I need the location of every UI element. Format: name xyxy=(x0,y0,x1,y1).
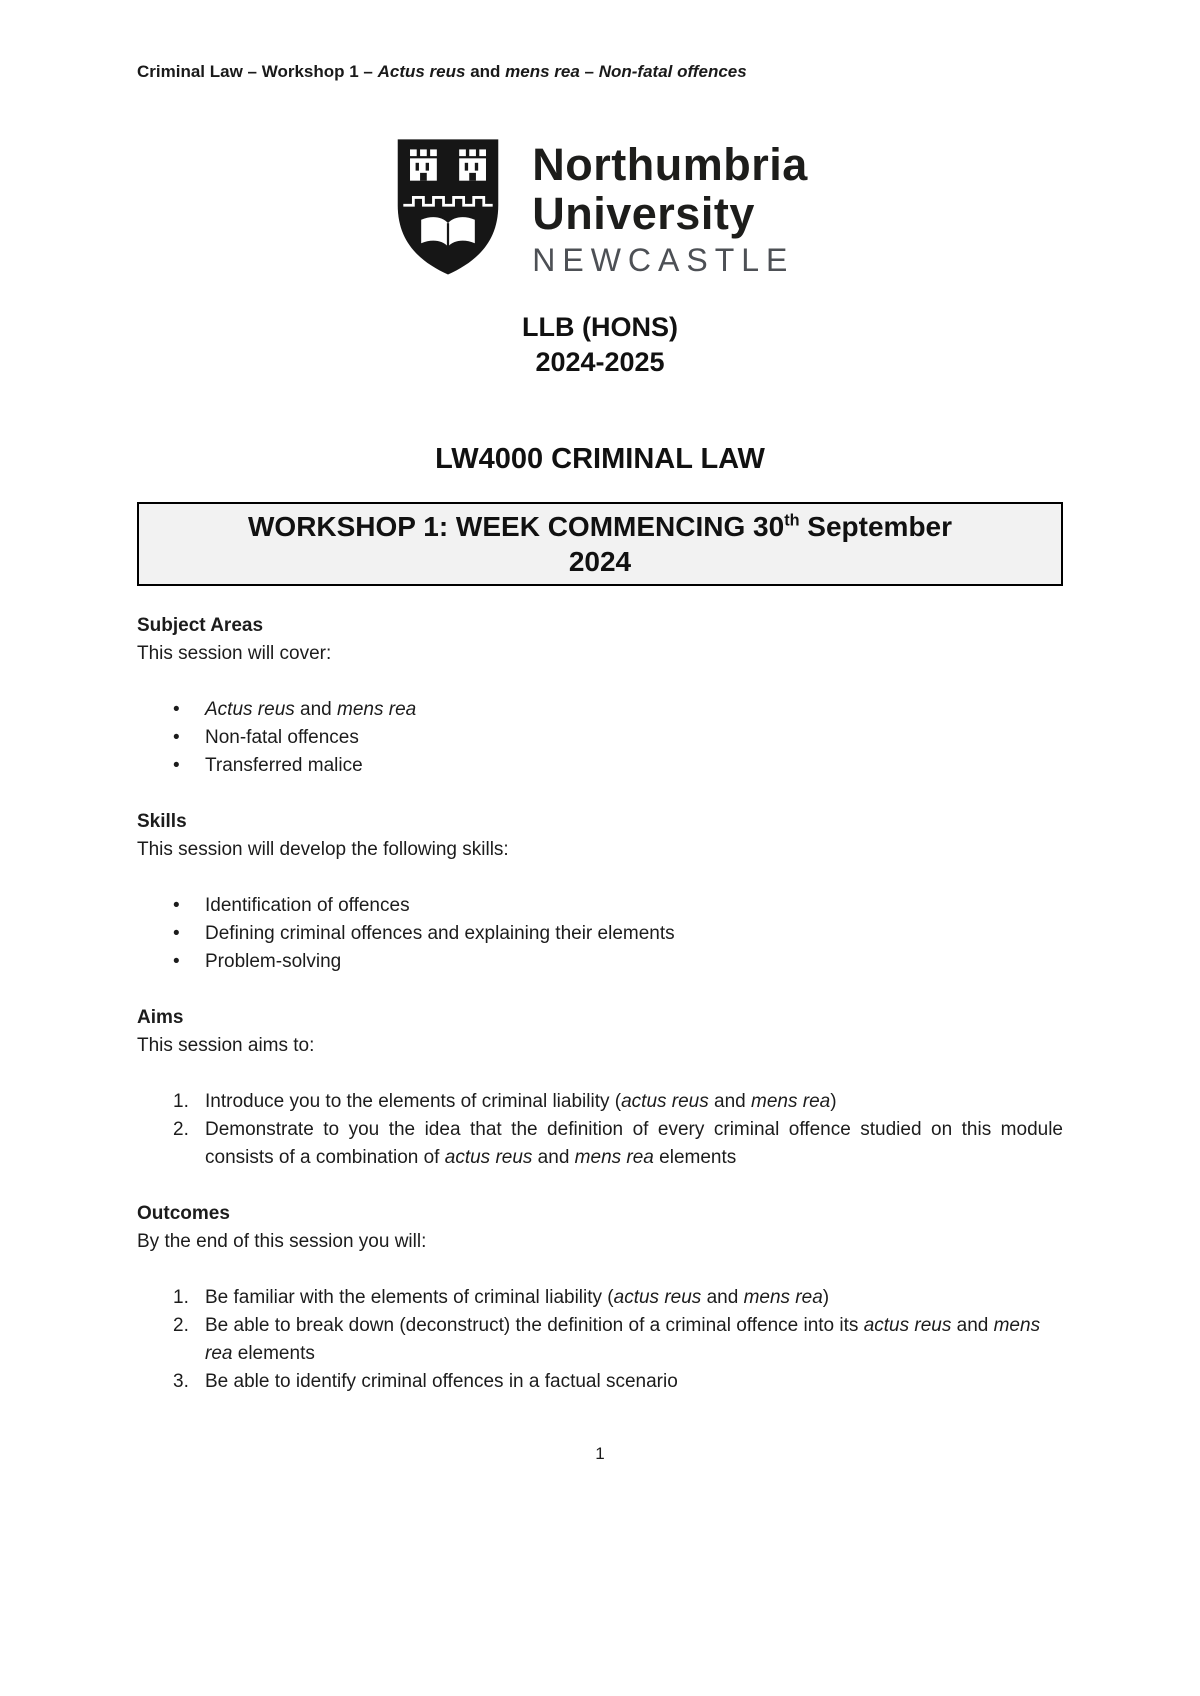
section-subject-areas xyxy=(137,612,1063,780)
bullet-marker: • xyxy=(173,727,180,748)
logo-wordmark-line1: Northumbria xyxy=(532,138,808,190)
list-item-text: Be able to break down (deconstruct) the definition of a criminal offence into its actus reus and mens rea elements xyxy=(205,1315,1041,1364)
section-intro-subject-areas: This session will cover: xyxy=(137,643,332,664)
list-item xyxy=(137,724,1063,752)
list-item-text: Be able to identify criminal offences in a factual scenario xyxy=(205,1371,678,1392)
list-item xyxy=(137,1116,1063,1172)
outcomes-list xyxy=(137,1284,1063,1396)
section-skills xyxy=(137,808,1063,976)
section-intro-aims: This session aims to: xyxy=(137,1035,315,1056)
degree-block xyxy=(137,310,1063,380)
section-heading-skills: Skills xyxy=(137,811,187,832)
number-marker: 2. xyxy=(173,1119,189,1140)
number-marker: 3. xyxy=(173,1371,189,1392)
workshop-title-box: WORKSHOP 1: WEEK COMMENCING 30th September 2024 xyxy=(137,502,1063,586)
list-item-text: Identification of offences xyxy=(205,895,410,916)
number-marker: 1. xyxy=(173,1287,189,1308)
number-marker: 2. xyxy=(173,1315,189,1336)
list-item xyxy=(137,920,1063,948)
section-outcomes xyxy=(137,1200,1063,1396)
list-item xyxy=(137,752,1063,780)
list-item-text: Non-fatal offences xyxy=(205,727,359,748)
section-intro-skills: This session will develop the following skills: xyxy=(137,839,509,860)
logo-shield-icon xyxy=(392,136,504,284)
list-item-text: Be familiar with the elements of criminal liability (actus reus and mens rea) xyxy=(205,1287,830,1308)
running-header: Criminal Law – Workshop 1 – Actus reus and mens rea – Non-fatal offences xyxy=(137,62,747,81)
section-heading-subject-areas: Subject Areas xyxy=(137,615,264,636)
section-heading-outcomes: Outcomes xyxy=(137,1203,230,1224)
page-number: 1 xyxy=(595,1444,605,1463)
section-aims xyxy=(137,1004,1063,1172)
list-item xyxy=(137,892,1063,920)
list-item xyxy=(137,1312,1063,1368)
list-item xyxy=(137,1368,1063,1396)
section-intro-outcomes: By the end of this session you will: xyxy=(137,1231,427,1252)
university-logo xyxy=(137,136,1063,284)
logo-wordmark-city: NEWCASTLE xyxy=(532,241,795,278)
academic-year: 2024-2025 xyxy=(535,347,665,377)
number-marker: 1. xyxy=(173,1091,189,1112)
list-item xyxy=(137,1088,1063,1116)
subject-areas-list xyxy=(137,696,1063,780)
bullet-marker: • xyxy=(173,755,180,776)
list-item-text: Problem-solving xyxy=(205,951,342,972)
list-item-text: Introduce you to the elements of criminal liability (actus reus and mens rea) xyxy=(205,1091,837,1112)
list-item xyxy=(137,948,1063,976)
bullet-marker: • xyxy=(173,923,180,944)
skills-list xyxy=(137,892,1063,976)
list-item-text: Defining criminal offences and explaining their elements xyxy=(205,923,675,944)
list-item-text: Actus reus and mens rea xyxy=(205,699,417,720)
logo-wordmark-line2: University xyxy=(532,187,755,239)
list-item-text: Transferred malice xyxy=(205,755,363,776)
bullet-marker: • xyxy=(173,895,180,916)
logo-wordmark xyxy=(532,140,808,281)
bullet-marker: • xyxy=(173,951,180,972)
degree-title: LLB (HONS) xyxy=(522,312,678,342)
list-item-text: Demonstrate to you the idea that the definition of every criminal offence studied on this module consists of a combination of actus reus and mens rea elements xyxy=(205,1119,1063,1168)
aims-list xyxy=(137,1088,1063,1172)
list-item xyxy=(137,696,1063,724)
section-heading-aims: Aims xyxy=(137,1007,184,1028)
bullet-marker: • xyxy=(173,699,180,720)
list-item xyxy=(137,1284,1063,1312)
module-title: LW4000 CRIMINAL LAW xyxy=(435,443,765,475)
